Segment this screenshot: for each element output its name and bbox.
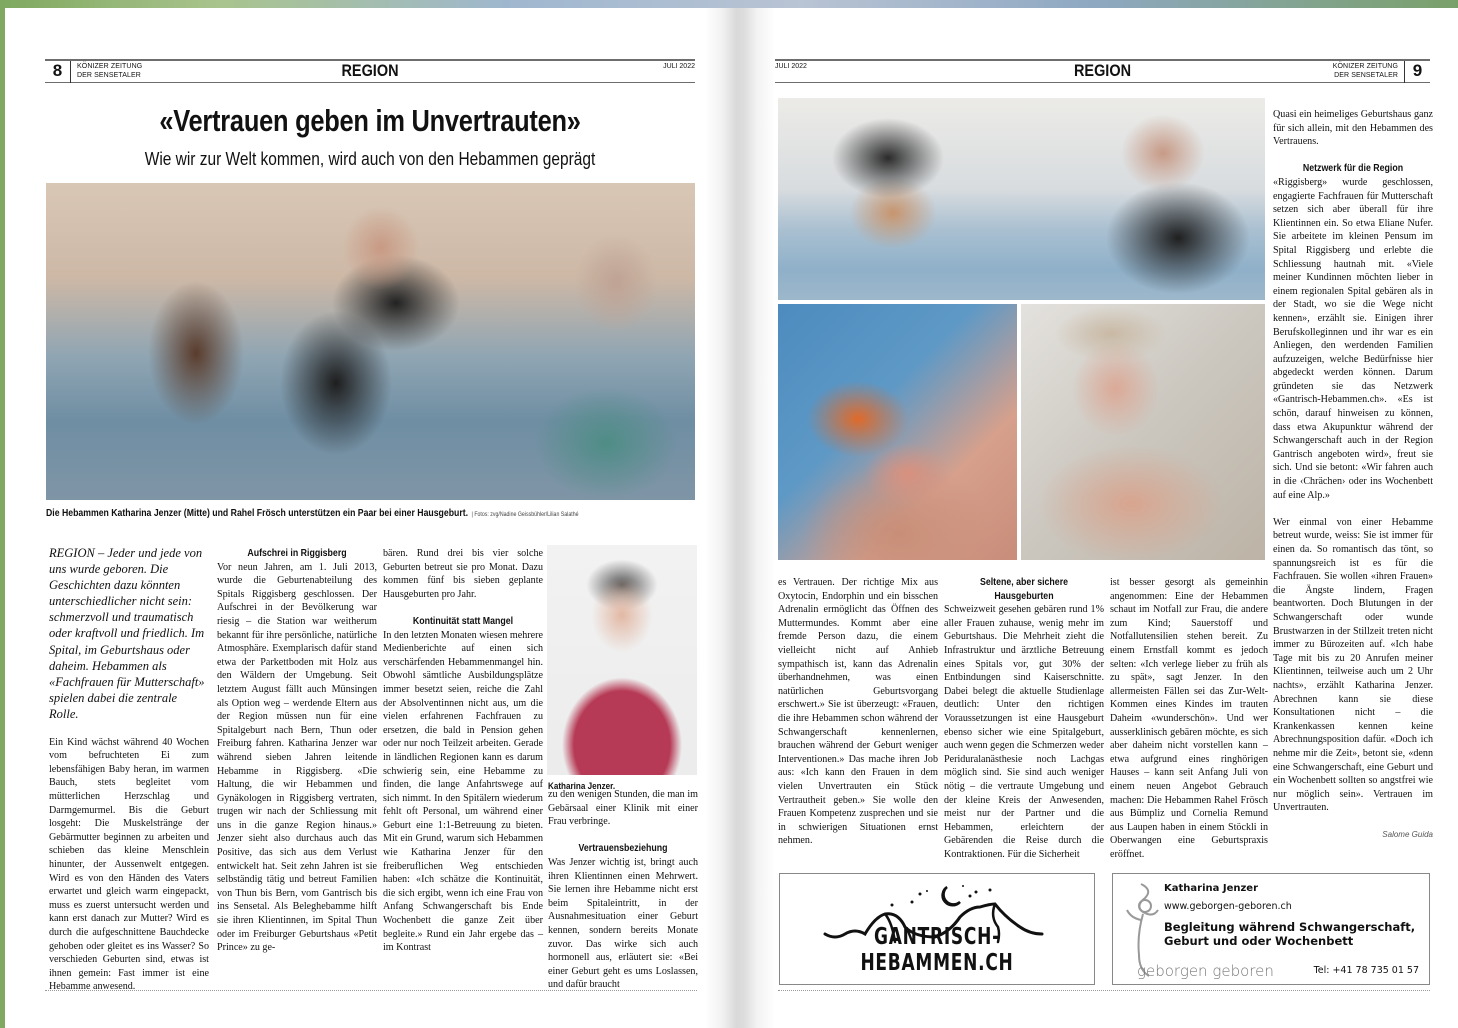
issue-date: JULI 2022 — [775, 63, 807, 70]
article-paragraph: Schweizweit gesehen gebären rund 1% aller Frauen zuhause, wenig mehr im Geburtshaus. Die Mehrheit zieht die Infrastruktur und ärztliche Betreuung eines Spitals vor, gut 30% der Entbindungen sind Kaiserschnitte. Dabei belegt die aktuelle Studienlage deutlich: Unter den richtigen Voraussetzungen ist eine Hausgeburt ebenso sicher wie eine Spitalgeburt, auch wenn gegen die Schmerzen weder Periduralanästhesie noch Lachgas möglich sind. Sie sind auch weniger nötig – die vertraute Umgebung und der kleine Kreis der Anwesenden, meist nur der Partner und die Hebammen, erleichtern der Gebärenden die Reise durch die Kontraktionen. Für die Sicherheit — [944, 604, 1104, 860]
subhead-aufschrei: Aufschrei in Riggisberg — [247, 548, 347, 559]
page-number: 8 — [45, 61, 71, 83]
article-column-4 — [1273, 108, 1433, 842]
article-paragraph: Quasi ein heimeliges Geburtshaus ganz für sich allein, mit den Hebammen des Vertrauens. — [1273, 109, 1433, 148]
ad-phone: Tel: +41 78 735 01 57 — [1313, 965, 1419, 976]
article-paragraph: bären. Rund drei bis vier solche Geburten betreut sie pro Monat. Dazu kommen fünf bis sieben geplante Hausgeburten pro Jahr. — [383, 548, 543, 600]
section-title: REGION — [341, 61, 399, 80]
page-9 — [775, 8, 1458, 1028]
bottom-rule — [778, 990, 1430, 991]
section-title: REGION — [1073, 61, 1132, 80]
main-photo-home-birth — [46, 183, 695, 500]
ad-brand: geborgen geboren — [1137, 962, 1274, 980]
article-column-3 — [383, 547, 543, 955]
subhead-kontinuitaet: Kontinuität statt Mangel — [412, 615, 514, 627]
portrait-caption: Katharina Jenzer. — [548, 781, 616, 791]
bottom-rule — [45, 990, 697, 991]
ad-geborgen-geboren[interactable] — [1112, 873, 1430, 985]
page-gutter — [705, 8, 775, 1028]
ad-service-line2: Geburt und oder Wochenbett — [1164, 934, 1354, 948]
article-paragraph: Was Jenzer wichtig ist, bringt auch ihren Klientinnen einen Mehrwert. Sie lernen ihre Hebamme nicht erst beim Spitaleintritt, in der Ausnahmesituation einer Geburt kennen, sondern bereits Monate zuvor. Das wirke sich auch hormonell aus, erläutert sie: «Bei einer Geburt geht es ums Loslassen, und dafür braucht — [548, 856, 698, 991]
photo-birth-pool — [778, 98, 1265, 300]
article-paragraph: Ein Kind wächst während 40 Wochen vom befruchteten Ei zum lebensfähigen Baby heran, im warmen Bauch, stets begleitet vom mütterlichen Herzschlag und Darmgemurmel. Bis die Geburt losgeht: Die Muskelstränge der Gebärmutter beginnen zu arbeiten und schieben das kleine Menschlein hinunter, der Aussenwelt entgegen. Wird es von den Händen des Vaters erwartet und gleich warm eingepackt, muss es zuerst untersucht werden und kann erst danach zur Mutter? Wird es durch die aufgeschnittene Bauchdecke gehoben oder gleitet es ins Wasser? So verschieden Geburten sind, etwas ist ihnen gemein: Fast immer ist eine Hebamme anwesend. — [49, 736, 209, 993]
page-number: 9 — [1404, 61, 1430, 83]
article-paragraph: «Riggisberg» wurde geschlossen, engagierte Fachfrauen für Mutterschaft setzen sich aber überall für ihre Klientinnen ein. So etwa Eliane Nufer. Sie arbeitete im kleinen Pensum im Spital Riggisberg und erlebte die Schliessung hautnah mit. «Viele meiner Kundinnen möchten lieber in einem regionalen Spital gebären als in der Stadt, wo sie die Wege nicht kennen», erzählt sie. Einigen ihrer Berufskolleginnen und ihr war es ein Anliegen, den werdenden Familien aufzuzeigen, welche Bedürfnisse hier abgedeckt werden können. Darum gründeten sie das Netzwerk «Gantrisch-Hebammen.ch». «Es ist schön, darauf hinweisen zu können, dass etwa Akupunktur während der Schwangerschaft auch in der Region Gantrisch angeboten wird», freut sie sich. Und sie betont: «Wir fahren auch in die ‹Chrächen› oder ins Wochenbett auf eine Alp.» — [1273, 176, 1433, 501]
article-column-2 — [217, 547, 377, 955]
paper-name-line1: KÖNIZER ZEITUNG — [1332, 63, 1398, 70]
article-column-1 — [49, 545, 209, 994]
paper-name-line1: KÖNIZER ZEITUNG — [77, 63, 143, 70]
article-column-4 — [548, 788, 698, 992]
article-subheadline: Wie wir zur Welt kommen, wird auch von den Hebammen geprägt — [144, 149, 596, 169]
main-photo-caption — [46, 508, 620, 521]
paper-name-line2: DER SENSETALER — [77, 72, 141, 79]
photo-newborn-hat — [1021, 304, 1265, 560]
portrait-katharina-jenzer — [547, 545, 697, 775]
article-paragraph: zu den wenigen Stunden, die man im Gebärsaal einer Klinik mit einer Frau verbringe. — [548, 789, 698, 828]
author-byline: Salome Guida — [1382, 830, 1433, 840]
photo-newborn-towel — [778, 304, 1017, 560]
paper-name-line2: DER SENSETALER — [1334, 72, 1398, 79]
article-paragraph: In den letzten Monaten wiesen mehrere Medienberichte auf einen sich verschärfenden Hebammenmangel hin. Obwohl sämtliche Ausbildungsplätze immer besetzt seien, reiche die Zahl der Absolventinnen nicht aus, um die vielen erfahrenen Fachfrauen zu ersetzen, die bald in Pension gehen oder nur noch Teilzeit arbeiten. Gerade in ländlichen Regionen kann es darum schwierig sein, eine Hebamme zu finden, die lange Anfahrtswege auf sich nimmt. In den Spitälern wiederum fehlt oft Personal, um während einer Geburt eine 1:1-Betreuung zu bieten. Mit ein Grund, warum sich Hebammen wie Katharina Jenzer für den freiberuflichen Weg entschieden haben: «Ich schätze die Kontinuität, die sich ergibt, wenn ich eine Frau von Anfang Schwangerschaft bis Ende Wochenbett die ganze Zeit über begleite.» Rund ein Jahr ergebe das – im Kontrast — [383, 629, 543, 954]
article-column-2 — [944, 576, 1104, 861]
article-paragraph: Wer einmal von einer Hebamme betreut wurde, weiss: Sie ist immer für einen da. So romantisch das tönt, so spannungsreich ist es für die Fachfrauen. Sie wollen «ihren Frauen» die Ängste lindern, Fragen beantworten. Doch Blutungen in der Schwangerschaft oder wunde Brustwarzen in der Stillzeit treten nicht immer zu Bürozeiten auf. «Ich habe Tage mit bis zu 20 Anrufen meiner Klientinnen, teilweise auch um 2 Uhr nachts», erzählt Katharina Jenzer. Abrechnen kann sie diese Konsultationen nicht – die Krankenkassen kennen keine Abrechnungsposition dafür. «Doch ich nehme mir die Zeit», betont sie, «denn eine Schwangerschaft, eine Geburt und ein Wochenbett sollten so angstfrei wie nur möglich sein». Vertrauen im Unvertrauten. — [1273, 516, 1433, 814]
photo-credit: | Fotos: zvg/Nadine Geissbühler/Lilian Salathé — [471, 512, 579, 518]
article-column-1 — [778, 576, 938, 848]
page-header — [775, 59, 1430, 83]
page-8 — [5, 8, 705, 1028]
ad-logo-text: GANTRISCH-HEBAMMEN.CH — [860, 924, 1014, 976]
caption-text: Die Hebammen Katharina Jenzer (Mitte) und Rahel Frösch unterstützen ein Paar bei einer Hausgeburt. — [46, 508, 469, 519]
article-paragraph: Vor neun Jahren, am 1. Juli 2013, wurde die Geburtenabteilung des Spitals Riggisberg geschlossen. Der Aufschrei in der Bevölkerung war riesig – die Station war weitherum bekannt für ihre persönliche, natürliche Atmosphäre. Exemplarisch dafür stand etwa der Parkettboden mit Holz aus den Wäldern der Umgebung. Seit letztem August fällt auch Münsingen als Option weg – werdende Eltern aus der Region müssen nun für eine Spitalgeburt nach Bern, Thun oder Freiburg fahren. Katharina Jenzer war während sieben Jahren leitende Hebamme in Riggisberg. «Die Haltung, die wir Hebammen und Gynäkologen in Riggisberg vertraten, trugen wir nach der Schliessung mit uns in die ganze Region hinaus.» Jenzer sieht also durchaus auch das Positive, das sich aus dem Verlust entwickelt hat. Seit zehn Jahren ist sie selbständig tätig und betreut Familien von Thun bis Bern, vom Gantrisch bis ins Sensetal. Als Beleghebamme hilft sie ihren Klientinnen, im Spital Thun oder im Freiburger Geburtshaus «Petit Prince» zu ge- — [217, 561, 377, 954]
ad-name: Katharina Jenzer — [1164, 883, 1259, 894]
article-paragraph: ist besser gesorgt als gemeinhin angenommen: Eine der Hebammen schaut im Notfall zur Frau, die andere zum Kind; Sauerstoff und Notfallutensilien stehen bereit. Zu einem Ernstfall kommt es jedoch selten: «Ich verlege lieber zu früh als zu spät», sagt Jenzer. In den allermeisten Fällen sei das Zur-Welt-Kommen eines Kindes im trauten Daheim «wunderschön». Und wer ausserklinisch gebären möchte, es sich aber daheim nicht vorstellen kann – etwa aufgrund eines ringhörigen Hauses – kann seit Anfang Juli von einem neuen Angebot Gebrauch machen: Die Hebammen Rahel Frösch aus Bümpliz und Cornelia Remund aus Laupen haben in einem Stöckli in Oberwangen eine Geburtspraxis eröffnet. — [1110, 577, 1268, 860]
issue-date: JULI 2022 — [663, 63, 695, 70]
subhead-hausgeburten: Seltene, aber sichere Hausgeburten — [979, 577, 1069, 602]
subhead-vertrauensbeziehung: Vertrauensbeziehung — [578, 843, 668, 855]
article-column-3 — [1110, 576, 1268, 861]
ad-url[interactable]: www.geborgen-geboren.ch — [1164, 901, 1292, 912]
newspaper-spread — [5, 8, 1458, 1028]
paper-name — [1333, 62, 1398, 80]
article-headline: «Vertrauen geben im Unvertrauten» — [159, 103, 581, 138]
article-lead: REGION – Jeder und jede von uns wurde geboren. Die Geschichten dazu könnten unterschiedlicher nicht sein: schmerzvoll und traumatisch oder kraftvoll und friedlich. Im Spital, im Geburtshaus oder daheim. Hebammen als «Fachfrauen für Mutterschaft» spielen dabei die zentrale Rolle. — [49, 546, 205, 721]
page-header — [45, 59, 695, 83]
ad-gantrisch-hebammen[interactable] — [779, 873, 1095, 985]
ad-service-line1: Begleitung während Schwangerschaft, — [1164, 920, 1416, 934]
subhead-netzwerk: Netzwerk für die Region — [1302, 163, 1404, 175]
article-paragraph: es Vertrauen. Der richtige Mix aus Oxytocin, Endorphin und ein bisschen Adrenalin ermöglicht das Öffnen des Muttermundes. Kommt aber eine fremde Person dazu, die einem vielleicht nicht auf Anhieb sympathisch ist, kann das Adrenalin überhandnehmen, was einen natürlichen Geburtsvorgang erschwert.» Sie ist überzeugt: «Frauen, die ihre Hebammen schon während der Schwangerschaft kennenlernen, brauchen während der Geburt weniger Interventionen.» Das mache ihren Job aus: «Ich kann den Frauen in dem vielen Unvertrauten ein Stück Vertrautheit geben.» Sie wolle den Frauen Kompetenz zusprechen und sie in schwierigen Situationen ernst nehmen. — [778, 577, 938, 847]
ad-service-description — [1164, 920, 1415, 948]
